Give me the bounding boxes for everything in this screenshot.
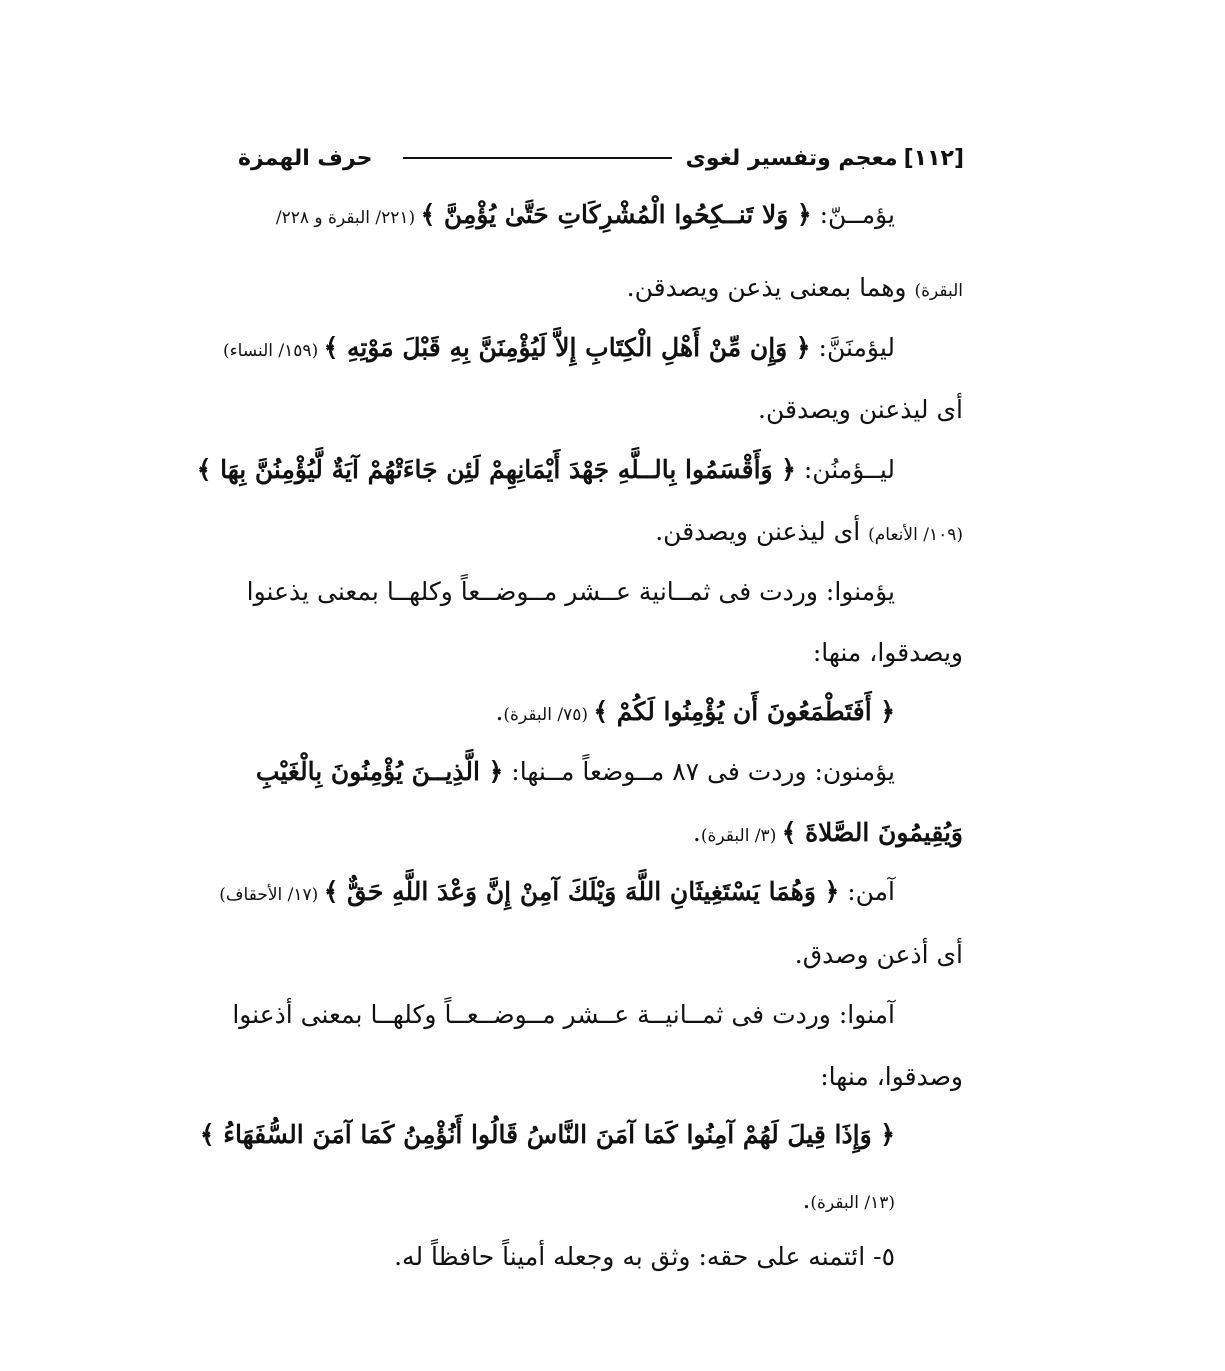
verse-reference: (٢٢١/ البقرة و ٢٢٨/ [275,208,421,228]
book-title: معجم وتفسير لغوى [685,145,898,171]
line-text: ويصدقوا، منها: [812,638,963,667]
text-line [394,1237,895,1277]
verse-reference: (٣/ البقرة) [700,826,782,846]
quran-verse: وَيُقِيمُونَ الصَّلاةَ ﴾ [781,818,963,847]
line-text: ليؤمنَنَّ: [810,333,895,362]
text-line [655,512,963,555]
text-line [627,268,963,311]
line-text: . [692,818,701,847]
text-line [758,390,963,430]
header-rule [403,157,672,159]
text-line [693,813,963,856]
line-text: أى ليذعنن ويصدقن. [758,395,963,424]
text-line [276,195,895,238]
text-line [495,692,895,735]
verse-reference: البقرة) [914,281,963,301]
text-line [232,995,895,1035]
text-line [802,1180,895,1223]
text-line [197,450,895,490]
section-title: حرف الهمزة [238,145,373,171]
line-text: يؤمنون: وردت فى ٨٧ مــوضعاً مــنها: [503,757,895,786]
text-line [256,752,895,792]
text-line [223,328,895,371]
quran-verse: ﴿ وَلا تَنــكِحُوا الْمُشْرِكَاتِ حَتَّىٰ يُؤْمِنَّ ﴾ [420,200,812,229]
text-line [813,633,963,673]
text-line [247,572,895,612]
line-text: ليــؤمنُن: [795,455,895,484]
quran-verse: ﴿ وَأَقْسَمُوا بِالــلَّهِ جَهْدَ أَيْمَانِهِمْ لَئِن جَاءَتْهُمْ آيَةٌ لَّيُؤْمِنُنَّ بِهَا ﴾ [196,455,796,484]
text-line [820,1057,963,1097]
line-text: يؤمنوا: وردت فى ثمــانية عــشر مــوضــعاً وكلهــا بمعنى يذعنوا [246,577,895,606]
line-text: وصدقوا، منها: [820,1062,963,1091]
verse-reference: (١٠٩/ الأنعام) [868,525,963,545]
line-text: يؤمــنّ: [811,200,895,229]
quran-verse: ﴿ الَّذِيــنَ يُؤْمِنُونَ بِالْغَيْبِ [255,757,504,786]
line-text: . [802,1185,811,1214]
line-text: أى أذعن وصدق. [794,940,963,969]
verse-reference: (١٣/ البقرة) [810,1193,895,1213]
text-line [219,872,895,915]
verse-reference: (٧٥/ البقرة) [503,705,594,725]
line-text: . [495,697,504,726]
quran-verse: ﴿ وَإِذَا قِيلَ لَهُمْ آمِنُوا كَمَا آمَنَ النَّاسُ قَالُوا أَنُؤْمِنُ كَمَا آمَنَ السُّفَهَاءُ ﴾ [199,1120,895,1149]
verse-reference: (١٥٩/ النساء) [223,341,324,361]
text-line [795,935,963,975]
running-header [238,140,964,176]
line-text: آمن: [839,877,895,906]
line-text: ٥- ائتمنه على حقه: وثق به وجعله أميناً حافظاً له. [394,1242,895,1271]
quran-verse: ﴿ وَهُمَا يَسْتَغِيثَانِ اللَّهَ وَيْلَكَ آمِنْ إِنَّ وَعْدَ اللَّهِ حَقٌّ ﴾ [323,877,840,906]
line-text: وهما بمعنى يذعن ويصدقن. [626,273,915,302]
quran-verse: ﴿ وَإِن مِّنْ أَهْلِ الْكِتَابِ إِلاَّ لَيُؤْمِنَنَّ بِهِ قَبْلَ مَوْتِهِ ﴾ [323,333,811,362]
quran-verse: ﴿ أَفَتَطْمَعُونَ أَن يُؤْمِنُوا لَكُمْ ﴾ [593,697,895,726]
line-text: آمنوا: وردت فى ثمــانيــة عــشر مــوضــعــاً وكلهــا بمعنى أذعنوا [232,1000,895,1029]
verse-reference: (١٧/ الأحقاف) [219,885,324,905]
line-text: أى ليذعنن ويصدقن. [655,517,869,546]
text-line [200,1115,895,1155]
page-number: [١١٢] [903,145,964,171]
